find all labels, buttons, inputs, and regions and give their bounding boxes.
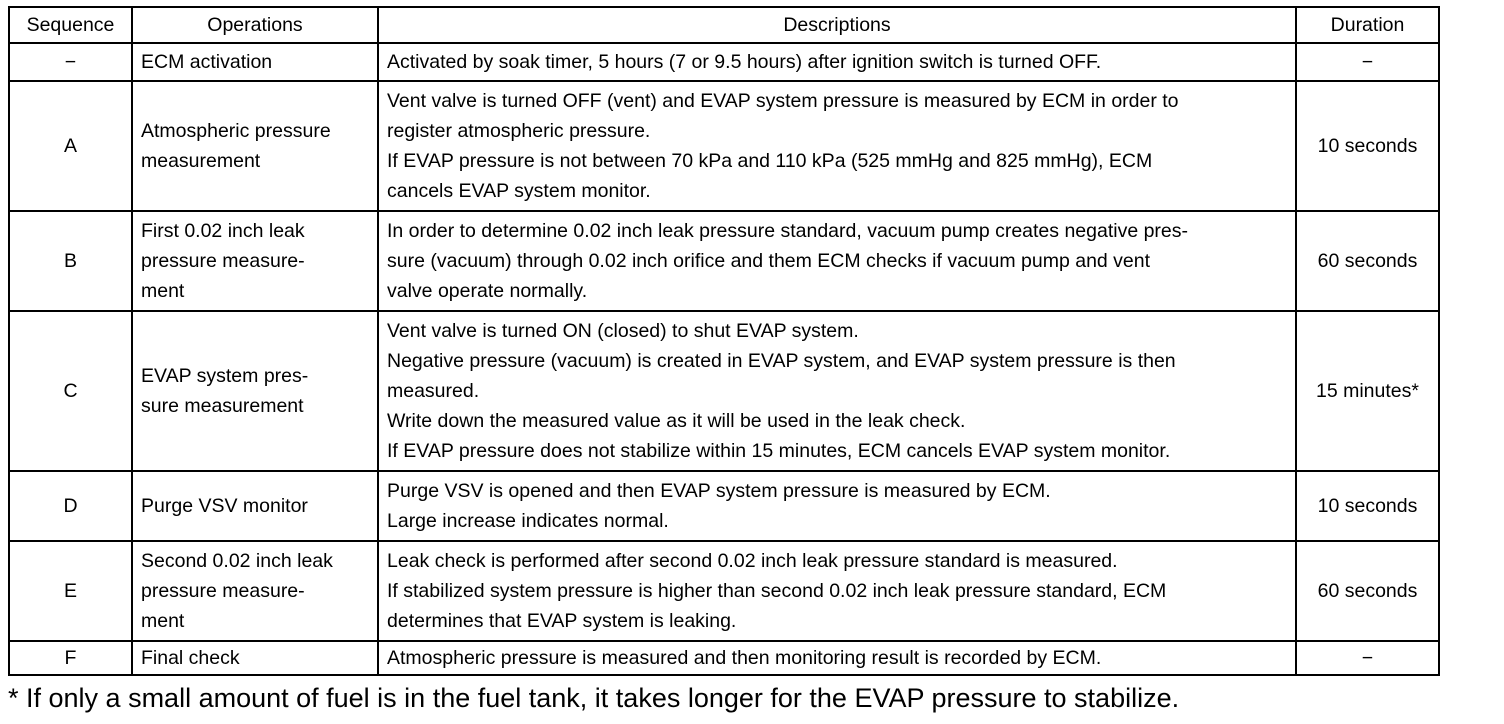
description-line: Write down the measured value as it will be used in the leak check. bbox=[387, 410, 966, 432]
sequence-cell: D bbox=[9, 471, 132, 541]
description-line: If stabilized system pressure is higher than second 0.02 inch leak pressure standard, ECM bbox=[387, 580, 1167, 602]
operation-line: First 0.02 inch leak bbox=[141, 220, 305, 242]
operation-line: ment bbox=[141, 610, 185, 632]
table-row bbox=[9, 81, 1439, 211]
header-sequence: Sequence bbox=[9, 7, 132, 43]
operation-line: measurement bbox=[141, 150, 261, 172]
description-cell bbox=[378, 81, 1296, 211]
description-cell bbox=[378, 641, 1296, 675]
operation-line: Final check bbox=[141, 647, 240, 669]
operation-cell bbox=[132, 471, 378, 541]
sequence-cell: A bbox=[9, 81, 132, 211]
description-line: sure (vacuum) through 0.02 inch orifice and them ECM checks if vacuum pump and vent bbox=[387, 250, 1151, 272]
operation-line: EVAP system pres- bbox=[141, 365, 309, 387]
header-operations: Operations bbox=[132, 7, 378, 43]
sequence-cell: E bbox=[9, 541, 132, 641]
operation-cell bbox=[132, 541, 378, 641]
description-cell bbox=[378, 311, 1296, 471]
duration-cell: 15 minutes* bbox=[1296, 311, 1439, 471]
description-cell bbox=[378, 43, 1296, 81]
description-line: If EVAP pressure does not stabilize within 15 minutes, ECM cancels EVAP system monitor. bbox=[387, 440, 1171, 462]
description-line: valve operate normally. bbox=[387, 280, 588, 302]
description-line: cancels EVAP system monitor. bbox=[387, 180, 651, 202]
operation-cell bbox=[132, 211, 378, 311]
description-line: If EVAP pressure is not between 70 kPa and 110 kPa (525 mmHg and 825 mmHg), ECM bbox=[387, 150, 1153, 172]
description-line: Negative pressure (vacuum) is created in EVAP system, and EVAP system pressure is then bbox=[387, 350, 1176, 372]
sequence-cell: − bbox=[9, 43, 132, 81]
operation-line: Purge VSV monitor bbox=[141, 495, 308, 517]
evap-monitor-table bbox=[8, 6, 1440, 676]
description-line: register atmospheric pressure. bbox=[387, 120, 651, 142]
duration-cell: 60 seconds bbox=[1296, 541, 1439, 641]
description-line: determines that EVAP system is leaking. bbox=[387, 610, 737, 632]
header-descriptions: Descriptions bbox=[378, 7, 1296, 43]
description-line: Purge VSV is opened and then EVAP system pressure is measured by ECM. bbox=[387, 480, 1051, 502]
operation-line: pressure measure- bbox=[141, 250, 305, 272]
operation-line: sure measurement bbox=[141, 395, 304, 417]
table-row bbox=[9, 471, 1439, 541]
duration-cell: 10 seconds bbox=[1296, 81, 1439, 211]
table-row bbox=[9, 641, 1439, 675]
description-cell bbox=[378, 541, 1296, 641]
operation-cell bbox=[132, 311, 378, 471]
description-cell bbox=[378, 211, 1296, 311]
description-line: In order to determine 0.02 inch leak pressure standard, vacuum pump creates negative pres- bbox=[387, 220, 1189, 242]
duration-cell: − bbox=[1296, 641, 1439, 675]
table-row bbox=[9, 211, 1439, 311]
footnote: * If only a small amount of fuel is in the fuel tank, it takes longer for the EVAP pressure to stabilize. bbox=[8, 683, 1180, 713]
duration-cell: 60 seconds bbox=[1296, 211, 1439, 311]
sequence-cell: C bbox=[9, 311, 132, 471]
table-row bbox=[9, 43, 1439, 81]
duration-cell: − bbox=[1296, 43, 1439, 81]
description-line: Activated by soak timer, 5 hours (7 or 9.5 hours) after ignition switch is turned OFF. bbox=[387, 51, 1102, 73]
table-row bbox=[9, 541, 1439, 641]
sequence-cell: F bbox=[9, 641, 132, 675]
operation-cell bbox=[132, 43, 378, 81]
header-duration: Duration bbox=[1296, 7, 1439, 43]
description-line: Vent valve is turned OFF (vent) and EVAP system pressure is measured by ECM in order to bbox=[387, 90, 1179, 112]
description-cell bbox=[378, 471, 1296, 541]
description-line: measured. bbox=[387, 380, 480, 402]
operation-line: ment bbox=[141, 280, 185, 302]
operation-line: Second 0.02 inch leak bbox=[141, 550, 333, 572]
operation-line: ECM activation bbox=[141, 51, 273, 73]
operation-line: Atmospheric pressure bbox=[141, 120, 331, 142]
operation-cell bbox=[132, 641, 378, 675]
description-line: Vent valve is turned ON (closed) to shut EVAP system. bbox=[387, 320, 859, 342]
duration-cell: 10 seconds bbox=[1296, 471, 1439, 541]
description-line: Large increase indicates normal. bbox=[387, 510, 669, 532]
description-line: Atmospheric pressure is measured and then monitoring result is recorded by ECM. bbox=[387, 647, 1102, 669]
table-row bbox=[9, 311, 1439, 471]
description-line: Leak check is performed after second 0.02 inch leak pressure standard is measured. bbox=[387, 550, 1118, 572]
operation-line: pressure measure- bbox=[141, 580, 305, 602]
operation-cell bbox=[132, 81, 378, 211]
sequence-cell: B bbox=[9, 211, 132, 311]
table-header-row bbox=[9, 7, 1439, 43]
